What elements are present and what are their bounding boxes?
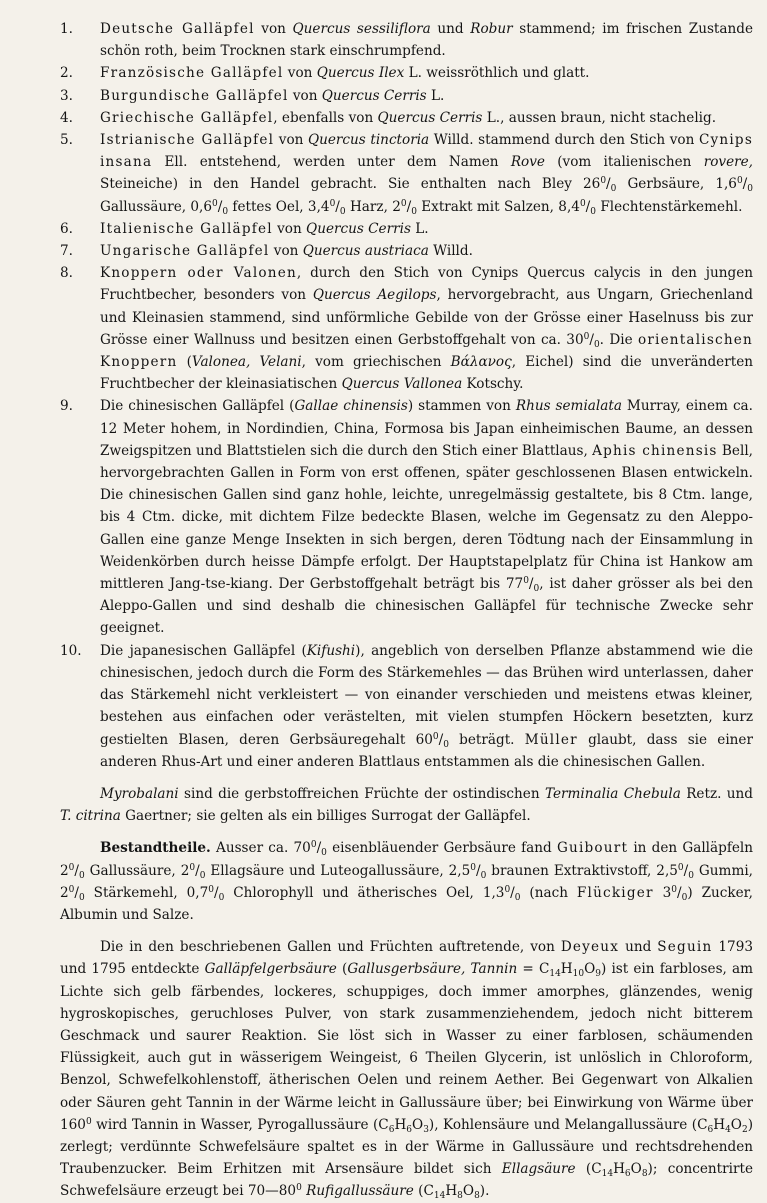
text-run: O (630, 1161, 642, 1178)
text-run: 0 (85, 1116, 92, 1127)
text-run: Rove (510, 154, 545, 171)
text-run: Knoppern oder Valonen (100, 265, 297, 282)
text-run: H (613, 1161, 625, 1178)
text-run: Quercus Aegilops (312, 287, 437, 304)
text-run: , ist daher grösser als bei den Aleppo-Gallen und sind deshalb die chinesischen Galläpfel für technische Zwecke sehr geeignet. (100, 576, 753, 637)
text-run: 0 (68, 862, 75, 873)
text-run: / (510, 884, 515, 901)
text-run: Valonea, Velani (191, 354, 302, 371)
text-run: 10 (572, 969, 585, 980)
paragraph (60, 837, 753, 926)
text-run: ) zerlegt; verdünnte Schwefelsäure spaltet es in der Wärme in Gallussäure und rechtsdrehenden Traubenzucker. Beim Erhitzen mit Arsensäure bildet sich (60, 1116, 753, 1178)
list-item (60, 107, 753, 129)
text-run: Burgundische Galläpfel (100, 87, 289, 104)
text-run: , hervorgebracht, aus Ungarn, Griechenland und Kleinasien stammend, sind unförmliche Gebilde von der Grösse einer Haselnuss bis zur Grösse einer Wallnuss und besitzen einen Gerbstoffgehalt von ca. 30 (100, 287, 754, 348)
text-run: 0 (583, 331, 590, 342)
text-run: Stärkemehl, 0,7 (84, 884, 209, 901)
text-run: 0 (68, 884, 75, 895)
gall-types-list (60, 18, 753, 773)
item-number: 4. (60, 109, 73, 126)
text-run: Retz. und (680, 785, 753, 802)
text-run: 0 (199, 870, 206, 881)
text-run: 9 (595, 969, 601, 980)
text-run: Murray, einem ca. 12 Meter hohem, in Nordindien, China, Formosa bis Japan einheimischen Baume, an dessen Zweigspitzen und Blattstielen sich die durch den Stich einer Blattlaus, (100, 398, 753, 459)
text-run: / (585, 198, 591, 215)
text-run: Ellagsäure (501, 1161, 576, 1178)
text-run: Die japanesischen Galläpfel ( (100, 642, 307, 659)
text-body (60, 783, 753, 1203)
text-run: Quercus Cerris (377, 109, 483, 126)
item-number: 10. (60, 642, 82, 659)
text-run: Quercus tinctoria (307, 132, 430, 149)
text-run: , durch den Stich von Cynips Quercus calycis in den jungen Fruchtbecher, besonders von (100, 265, 753, 304)
text-run: 0 (688, 870, 694, 881)
text-run: Steineiche) in den Handel gebracht. Sie enthalten nach Bley 26 (100, 176, 601, 193)
text-run: 0 (523, 576, 529, 587)
text-run: T. citrina (60, 808, 121, 825)
text-run: Kotschy. (462, 376, 524, 393)
text-run: fettes Oel, 3,4 (228, 198, 330, 215)
text-run: ), angeblich von derselben Pflanze abstammend wie die chinesischen, jedoch durch die Form des Stärkemehles — das Brühen wird unterlassen, daher das Stärkemehl nicht verkleistert — von einander verschieden und meistens etwas kleiner, bestehen aus einfachen oder verästelten, mit vielen stumpfen Höckern besetzten, kurz gestielten Blasen, deren Gerbsäuregehalt 60 (100, 642, 754, 748)
text-run: / (683, 862, 689, 879)
text-run: Gallusgerbsäure, Tannin (347, 961, 518, 978)
text-run: 0 (736, 176, 743, 187)
text-run: / (74, 884, 79, 901)
text-run: Willd. (428, 243, 473, 260)
text-run: (vom italienischen (544, 154, 704, 171)
text-run: 0 (480, 870, 487, 881)
text-run: Italienische Galläpfel (100, 220, 273, 237)
text-run: Quercus Ilex (316, 65, 405, 82)
text-run: / (74, 862, 79, 879)
text-run: L. (426, 87, 445, 104)
text-run: , vom griechischen (301, 354, 451, 371)
item-number: 7. (60, 243, 73, 260)
list-item (60, 62, 753, 84)
text-run: Ungarische Galläpfel (100, 243, 270, 260)
text-run: 0 (443, 739, 449, 750)
text-run: Chlorophyll und ätherisches Oel, 1,3 (224, 884, 505, 901)
text-run: Flückiger (576, 884, 654, 901)
text-run: 14 (549, 969, 561, 980)
text-run: Flechtenstärkemehl. (596, 198, 743, 215)
text-run: Die chinesischen Galläpfel ( (100, 398, 295, 415)
text-run: rovere, (703, 154, 753, 171)
text-run: Gallussäure, 0,6 (100, 198, 213, 215)
text-run: 0 (470, 862, 476, 873)
text-run: / (406, 198, 412, 215)
text-run: 3 (653, 884, 672, 901)
text-run: 0 (681, 892, 688, 903)
text-run: H (445, 1183, 458, 1200)
text-run: Terminalia Chebula (544, 785, 681, 802)
text-run: Rufigallussäure (306, 1183, 414, 1200)
text-run: ( (177, 354, 192, 371)
text-run: H (713, 1116, 726, 1133)
list-item (60, 18, 753, 62)
item-number: 1. (60, 21, 73, 37)
text-run: / (677, 884, 682, 901)
text-run: 0 (78, 870, 85, 881)
text-run: 8 (641, 1169, 648, 1180)
text-run: / (217, 198, 223, 215)
text-run: 14 (601, 1169, 614, 1180)
text-run: 14 (433, 1191, 446, 1202)
text-run: ). (479, 1183, 490, 1200)
text-run: 0 (677, 862, 684, 873)
text-run: ), Kohlensäure und Melangallussäure (C (428, 1116, 708, 1133)
text-run: / (316, 840, 322, 857)
text-run: Gaertner; sie gelten als ein billiges Surrogat der Galläpfel. (120, 808, 531, 825)
text-run: / (213, 884, 219, 901)
text-run: Gerbsäure, 1,6 (616, 176, 737, 193)
text-run: 6 (707, 1124, 714, 1135)
text-run: in den Galläpfeln 2 (60, 840, 754, 879)
text-run: Myrobalani (100, 785, 179, 802)
text-run: . Die (599, 331, 638, 348)
text-run: / (589, 331, 594, 348)
text-run: 0 (189, 862, 196, 873)
text-run: Quercus Cerris (321, 87, 427, 104)
text-run: Kifushi (306, 642, 356, 659)
text-run: von (269, 243, 303, 260)
list-item (60, 395, 753, 639)
text-run: Aphis chinensis (592, 442, 718, 459)
text-run: 0 (610, 184, 617, 195)
text-run: Quercus austriaca (302, 243, 429, 260)
text-run: ) ist ein farbloses, am Lichte sich gelb färbendes, lockeres, schuppiges, doch immer amorphes, glänzendes, wenig hygroskopisches, geruchloses Pulver, von stark zusammenziehendem, jedoch nicht bitterem Geschmack und saurer Reaktion. Sie löst sich in Wasser zu einer farblosen, schäumenden Flüssigkeit, auch gut in wässerigem Weingeist, 6 Theilen Glycerin, ist unlöslich in Chloroform, Benzol, Schwefelkohlenstoff, ätherischen Oelen und reinem Aether. Bei Gegenwart von Alkalien oder Säuren geht Tannin in der Wärme leicht in Gallussäure über; bei Einwirkung von Wärme über 160 (60, 961, 754, 1133)
text-run: eisenbläuender Gerbsäure fand (326, 840, 557, 857)
text-run: / (742, 176, 748, 193)
text-run: 0 (339, 206, 346, 217)
text-run: Quercus sessiliflora (292, 21, 431, 37)
list-item (60, 240, 753, 262)
text-run: von (274, 132, 308, 149)
text-run: 0 (533, 584, 540, 595)
text-run: (C (575, 1161, 602, 1178)
text-run: Istrianische Galläpfel (100, 132, 275, 149)
text-run: 6 (406, 1124, 413, 1135)
text-run: und (619, 939, 658, 956)
text-run: wird Tannin in Wasser, Pyrogallussäure (C (91, 1116, 389, 1133)
text-run: , Eichel) sind die unveränderten Fruchtbecher der kleinasiatischen (100, 354, 753, 393)
text-run: und (430, 21, 471, 37)
text-run: L., aussen braun, nicht stachelig. (482, 109, 717, 126)
text-run: 8 (457, 1191, 463, 1202)
text-run: 0 (747, 184, 753, 195)
text-run: / (476, 862, 481, 879)
text-run: (nach (520, 884, 577, 901)
text-run: O (412, 1116, 424, 1133)
text-run: 0 (208, 884, 214, 895)
text-run: Deutsche Galläpfel (100, 21, 255, 37)
spacer (60, 926, 753, 936)
text-run: 0 (218, 892, 225, 903)
text-run: / (195, 862, 200, 879)
text-run: Die in den beschriebenen Gallen und Früchten auftretende, von (100, 939, 561, 956)
text-run: 0 (593, 339, 600, 350)
list-item (60, 85, 753, 107)
text-run: H (394, 1116, 407, 1133)
text-run: 0 (579, 198, 586, 209)
text-run: Cynips insana (100, 132, 753, 171)
spacer (60, 773, 753, 783)
text-run: , ebenfalls von (273, 109, 378, 126)
text-run: ( (336, 961, 348, 978)
text-run: H (560, 961, 573, 978)
text-run: L. weissröthlich und glatt. (404, 65, 590, 82)
text-run: 1793 und 1795 entdeckte (60, 939, 753, 978)
text-run: 0 (432, 731, 439, 742)
text-run: / (335, 198, 340, 215)
text-run: Βάλανος (450, 354, 512, 371)
paragraph (60, 936, 753, 1202)
text-run: Ausser ca. 70 (210, 840, 311, 857)
list-item (60, 262, 753, 395)
item-number: 3. (60, 87, 73, 104)
text-run: sind die gerbstoffreichen Früchte der ostindischen (178, 785, 545, 802)
list-item (60, 640, 753, 773)
text-run: 0 (504, 884, 511, 895)
text-run: Deyeux (560, 939, 620, 956)
text-run: orientalischen Knoppern (100, 331, 753, 371)
text-run: von (272, 220, 307, 237)
text-run: (C (413, 1183, 434, 1200)
text-run: Extrakt mit Salzen, 8,4 (416, 198, 580, 215)
text-run: beträgt. (448, 731, 525, 748)
text-run: / (606, 176, 611, 193)
text-run: Gummi, 2 (60, 862, 753, 901)
text-run: 2 (741, 1124, 748, 1135)
list-item (60, 218, 753, 240)
text-run: 0 (222, 206, 229, 217)
text-run: Französische Galläpfel (100, 65, 284, 82)
text-run: Robur (470, 21, 513, 37)
text-run: / (438, 731, 444, 748)
text-run: / (528, 576, 534, 593)
text-run: 6 (624, 1169, 631, 1180)
text-run: 0 (212, 198, 218, 209)
text-run: 0 (400, 198, 407, 209)
text-run: Bestandtheile. (100, 840, 211, 857)
text-run: Gallae chinensis (294, 398, 408, 415)
text-run: Ell. entstehend, werden unter dem Namen (152, 154, 511, 171)
text-run: 4 (725, 1124, 731, 1135)
text-run: ); concentrirte Schwefelsäure erzeugt bei 70—80 (60, 1161, 754, 1200)
spacer (60, 827, 753, 837)
text-run: = C (517, 961, 550, 978)
text-run: 0 (590, 206, 596, 217)
item-number: 2. (60, 65, 73, 82)
item-number: 5. (60, 132, 73, 149)
text-run: 0 (296, 1183, 302, 1194)
text-run: Bell, hervorgebrachten Gallen in Form von erst offenen, später geschlossenen Blasen entwickeln. Die chinesischen Gallen sind ganz hohle, leichte, unregelmässig gestaltete, bis 8 Ctm. lange, bis 4 Ctm. dicke, mit dichtem Filze bedeckte Blasen, welche im Gegensatz zu den Aleppo-Gallen eine ganze Menge Insekten in sich bergen, deren Tödtung nach der Einsammlung in Weidenkörben durch heisse Dämpfe erfolgt. Der Hauptstapelplatz für China ist Hankow am mittleren Jang-tse-kiang. Der Gerbstoffgehalt beträgt bis 77 (100, 442, 753, 593)
text-run: braunen Extraktivstoff, 2,5 (486, 862, 678, 879)
text-run: Müller (524, 731, 578, 748)
item-number: 8. (60, 265, 73, 282)
text-run: ) Zucker, Albumin und Salze. (60, 884, 754, 923)
paragraph (60, 783, 753, 827)
text-run: L. (410, 220, 429, 237)
text-run: glaubt, dass sie einer anderen Rhus-Art und einer anderen Blattlaus entstammen als die chinesischen Gallen. (100, 731, 753, 770)
text-run: O (584, 961, 596, 978)
text-run: stammend; im frischen Zustande schön roth, beim Trocknen stark einschrumpfend. (100, 21, 753, 60)
text-run: 8 (474, 1191, 480, 1202)
item-number: 9. (60, 398, 73, 415)
text-run: ) stammen von (407, 398, 516, 415)
text-run: 6 (388, 1124, 395, 1135)
text-run: 0 (600, 176, 607, 187)
text-run: 0 (514, 892, 521, 903)
item-number: 6. (60, 220, 73, 237)
text-run: O (730, 1116, 742, 1133)
text-run: Quercus Cerris (306, 220, 411, 237)
text-run: von (288, 87, 322, 104)
text-run: Guibourt (556, 840, 629, 857)
text-run: 0 (78, 892, 85, 903)
text-run: 0 (321, 848, 327, 859)
text-run: 3 (423, 1124, 429, 1135)
text-run: Seguin (657, 939, 713, 956)
text-run: O (462, 1183, 475, 1200)
text-run: Quercus Vallonea (341, 376, 463, 393)
list-item (60, 129, 753, 218)
text-run: von (254, 21, 293, 37)
text-run: Willd. stammend durch den Stich von (429, 132, 699, 149)
text-run: Rhus semialata (515, 398, 622, 415)
text-run: 0 (411, 206, 417, 217)
text-run: 0 (671, 884, 678, 895)
text-run: Harz, 2 (345, 198, 401, 215)
text-run: Griechische Galläpfel (100, 109, 274, 126)
text-run: Ellagsäure und Luteogallussäure, 2,5 (205, 862, 471, 879)
text-run: Gallussäure, 2 (84, 862, 190, 879)
text-run: von (283, 65, 317, 82)
text-run: 0 (329, 198, 336, 209)
text-run: 0 (310, 840, 317, 851)
text-run: Galläpfelgerbsäure (204, 961, 337, 978)
